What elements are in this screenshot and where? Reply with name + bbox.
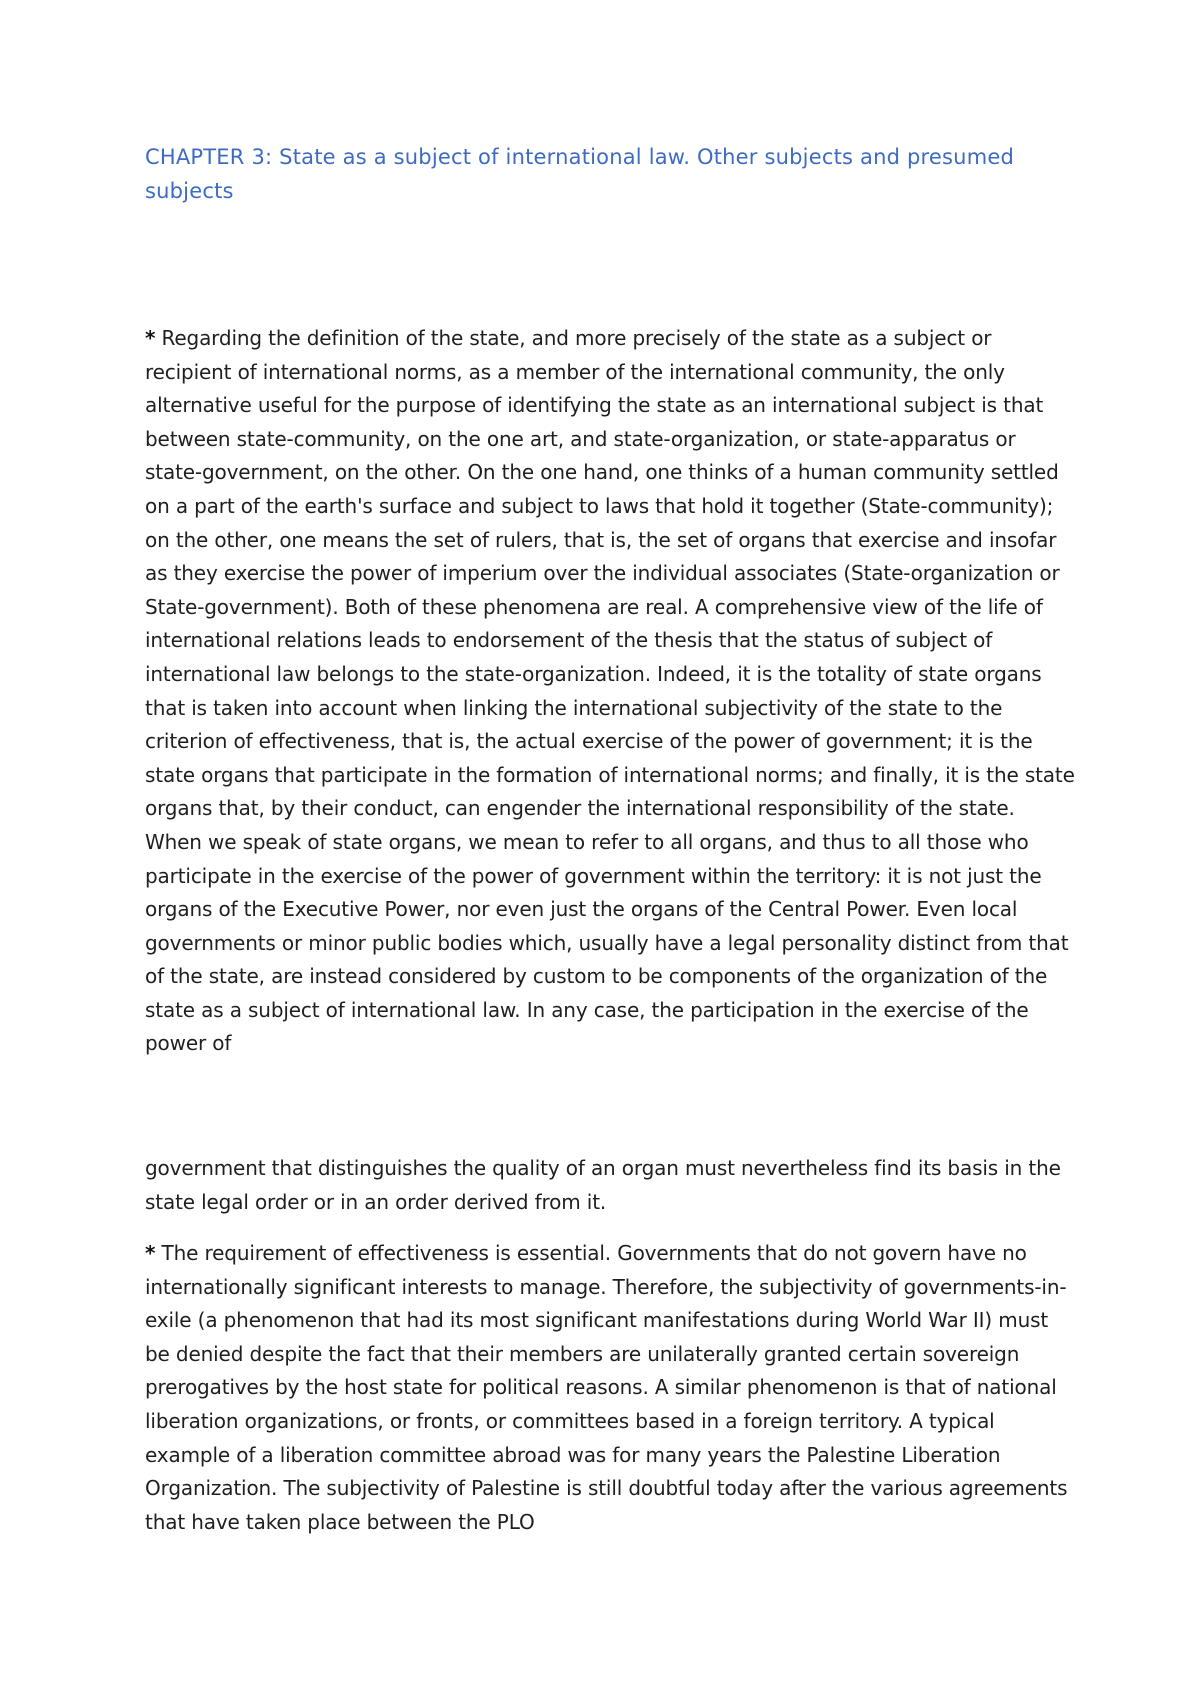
paragraph-continuation — [145, 1152, 1075, 1219]
paragraph-state-definition — [145, 322, 1075, 1061]
paragraph-text: government that distinguishes the quality of an organ must nevertheless find its basis in the state legal order or in an order derived from it. — [145, 1156, 1061, 1214]
paragraph-text: The requirement of effectiveness is essential. Governments that do not govern have no internationally significant interests to manage. Therefore, the subjectivity of governments-in-exile (a phenomenon that had its most significant manifestations during World War II) must be denied despite the fact that their members are unilaterally granted certain sovereign prerogatives by the host state for political reasons. A similar phenomenon is that of national liberation organizations, or fronts, or committees based in a foreign territory. A typical example of a liberation committee abroad was for many years the Palestine Liberation Organization. The subjectivity of Palestine is still doubtful today after the various agreements that have taken place between the PLO — [145, 1241, 1068, 1534]
bullet-marker: * — [145, 326, 156, 350]
chapter-title: CHAPTER 3: State as a subject of international law. Other subjects and presumed subjects — [145, 145, 1014, 203]
bullet-marker: * — [145, 1241, 156, 1265]
paragraph-effectiveness — [145, 1237, 1075, 1539]
paragraph-text: Regarding the definition of the state, and more precisely of the state as a subject or recipient of international norms, as a member of the international community, the only alternative useful for the purpose of identifying the state as an international subject is that between state-community, on the one art, and state-organization, or state-apparatus or state-government, on the other. On the one hand, one thinks of a human community settled on a part of the earth's surface and subject to laws that hold it together (State-community); on the other, one means the set of rulers, that is, the set of organs that exercise and insofar as they exercise the power of imperium over the individual associates (State-organization or State-government). Both of these phenomena are real. A comprehensive view of the life of international relations leads to endorsement of the thesis that the status of subject of international law belongs to the state-organization. Indeed, it is the totality of state organs that is taken into account when linking the international subjectivity of the state to the criterion of effectiveness, that is, the actual exercise of the power of government; it is the state organs that participate in the formation of international norms; and finally, it is the state organs that, by their conduct, can engender the international responsibility of the state. When we speak of state organs, we mean to refer to all organs, and thus to all those who participate in the exercise of the power of government within the territory: it is not just the organs of the Executive Power, nor even just the organs of the Central Power. Even local governments or minor public bodies which, usually have a legal personality distinct from that of the state, are instead considered by custom to be components of the organization of the state as a subject of international law. In any case, the participation in the exercise of the power of — [145, 326, 1075, 1056]
